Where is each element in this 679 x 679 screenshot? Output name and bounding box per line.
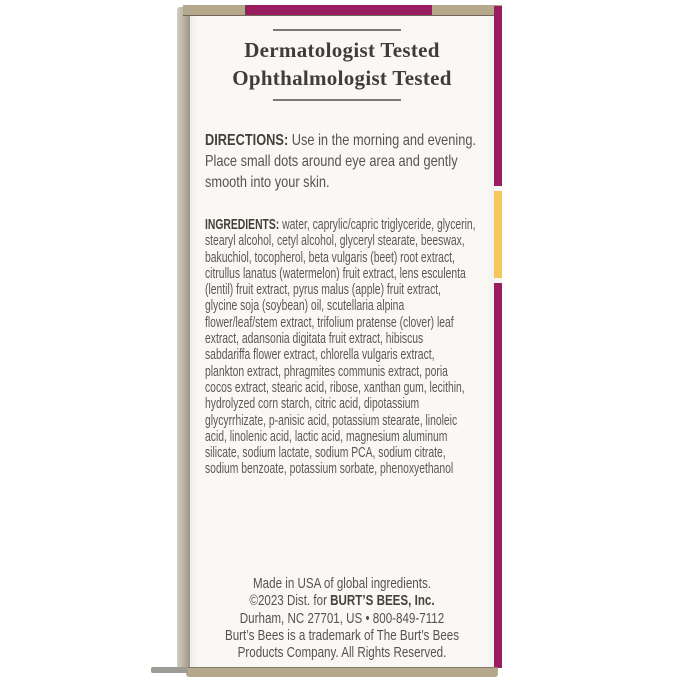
box-top-edge [183,5,502,16]
trademark-line: Burt’s Bees is a trademark of The Burt’s Bees [224,627,460,644]
distributor-line: ©2023 Dist. for BURT’S BEES, Inc. [249,593,435,610]
box-right-magenta-stripe [494,6,502,668]
ingredients-line: bakuchiol, tocopherol, beta vulgaris (beet) root extract, [205,249,455,266]
ingredients-line: sodium benzoate, potassium sorbate, phenoxyethanol [205,461,454,478]
stripe-gap [494,278,502,283]
ingredients-line: INGREDIENTS: water, caprylic/capric triglyceride, glycerin, [205,217,476,233]
ingredients-line: citrullus lanatus (watermelon) fruit extract, lens esculenta [205,265,466,282]
tested-heading [190,36,494,92]
ophthalmologist-tested-line: Ophthalmologist Tested [232,66,452,90]
directions-line: smooth into your skin. [205,174,330,191]
directions-text [205,130,477,193]
ingredients-line: glycine soja (soybean) oil, scutellaria alpina [205,298,405,315]
dermatologist-tested-line: Dermatologist Tested [244,38,440,62]
ingredients-line: cocos extract, stearic acid, ribose, xanthan gum, lecithin, [205,379,465,396]
footer-legal-text [190,576,494,662]
box-bottom-left-tab [151,667,188,673]
box-right-yellow-stripe [494,191,502,278]
ingredients-line: sabdariffa flower extract, chlorella vulgaris extract, [205,347,435,364]
made-in-usa-line: Made in USA of global ingredients. [253,576,431,592]
ingredients-label: INGREDIENTS: [205,217,280,233]
ingredients-line: stearyl alcohol, cetyl alcohol, glyceryl stearate, beeswax, [205,233,465,250]
box-top-magenta-stripe [245,5,432,15]
heading-divider-top [273,29,401,31]
ingredients-line: silicate, sodium lactate, sodium PCA, sodium citrate, [205,445,446,462]
ingredients-line: flower/leaf/stem extract, trifolium pratense (clover) leaf [205,314,454,331]
ingredients-line: hydrolyzed corn starch, citric acid, dipotassium [205,396,420,413]
ingredients-line: plankton extract, phragmites communis extract, poria [205,363,448,380]
heading-divider-bottom [273,99,401,101]
box-left-spine [177,7,190,669]
directions-line: DIRECTIONS: Use in the morning and evening. [205,132,477,149]
ingredients-text [205,217,485,478]
directions-label: DIRECTIONS: [205,132,289,149]
rights-reserved-line: Products Company. All Rights Reserved. [237,645,447,662]
ingredients-line: acid, linolenic acid, lactic acid, magnesium aluminum [205,428,448,445]
box-bottom-flap [186,667,498,677]
ingredients-line: glycyrrhizate, p-anisic acid, potassium stearate, linoleic [205,412,458,429]
ingredients-line: (lentil) fruit extract, pyrus malus (apple) fruit extract, [205,282,442,299]
address-phone-line: Durham, NC 27701, US • 800-849-7112 [239,610,445,627]
directions-line: Place small dots around eye area and gently [205,153,458,170]
brand-name: BURT’S BEES, Inc. [330,593,435,610]
ingredients-line: extract, adansonia digitata fruit extract, hibiscus [205,331,424,348]
